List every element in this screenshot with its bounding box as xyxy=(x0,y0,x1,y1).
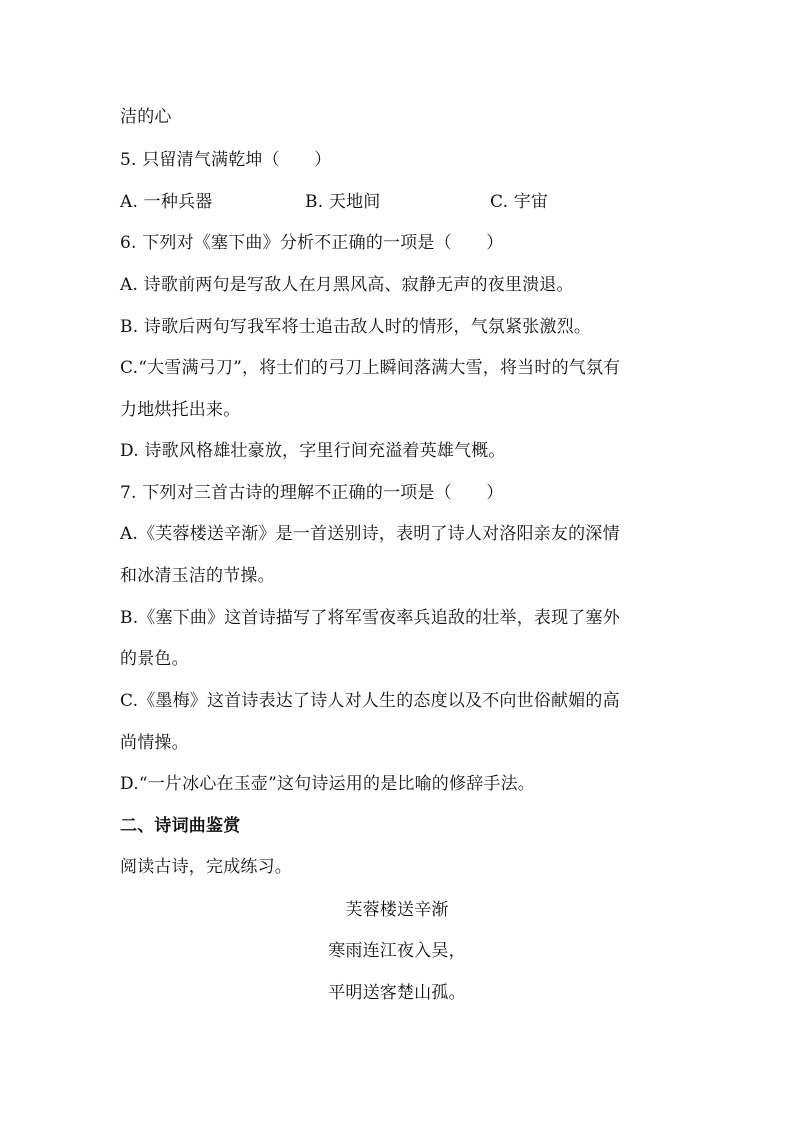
question-5: 5. 只留清气满乾坤（ ） xyxy=(120,150,332,170)
instruction-text: 阅读古诗，完成练习。 xyxy=(120,857,292,877)
option-b: B.《塞下曲》这首诗描写了将军雪夜率兵追敌的壮举，表现了塞外 xyxy=(120,608,620,628)
section-heading: 二、诗词曲鉴赏 xyxy=(120,816,241,836)
question-7: 7. 下列对三首古诗的理解不正确的一项是（ ） xyxy=(120,483,504,503)
option-b: B. 诗歌后两句写我军将士追击敌人时的情形，气氛紧张激烈。 xyxy=(120,317,592,337)
option-a-continued: 和冰清玉洁的节操。 xyxy=(120,566,275,586)
option-a: A. 一种兵器 xyxy=(120,192,213,212)
question-6: 6. 下列对《塞下曲》分析不正确的一项是（ ） xyxy=(120,233,504,253)
option-c-continued: 尚情操。 xyxy=(120,733,189,753)
option-a: A. 诗歌前两句是写敌人在月黑风高、寂静无声的夜里溃退。 xyxy=(120,275,574,295)
option-c: C.《墨梅》这首诗表达了诗人对人生的态度以及不向世俗献媚的高 xyxy=(120,691,620,711)
text-line: 洁的心 xyxy=(120,107,172,127)
poem-title: 芙蓉楼送辛渐 xyxy=(345,900,449,920)
option-c: C.“大雪满弓刀”，将士们的弓刀上瞬间落满大雪，将当时的气氛有 xyxy=(120,358,621,378)
option-b-continued: 的景色。 xyxy=(120,649,189,669)
poem-line: 平明送客楚山孤。 xyxy=(328,983,466,1003)
option-a: A.《芙蓉楼送辛渐》是一首送别诗，表明了诗人对洛阳亲友的深情 xyxy=(120,524,620,544)
question-5-options xyxy=(120,190,684,214)
poem-line: 寒雨连江夜入吴， xyxy=(328,941,466,961)
option-b: B. 天地间 xyxy=(305,192,381,212)
option-c-continued: 力地烘托出来。 xyxy=(120,400,241,420)
option-d: D.“一片冰心在玉壶”这句诗运用的是比喻的修辞手法。 xyxy=(120,774,536,794)
option-d: D. 诗歌风格雄壮豪放，字里行间充溢着英雄气概。 xyxy=(120,441,506,461)
option-c: C. 宇宙 xyxy=(490,192,549,212)
